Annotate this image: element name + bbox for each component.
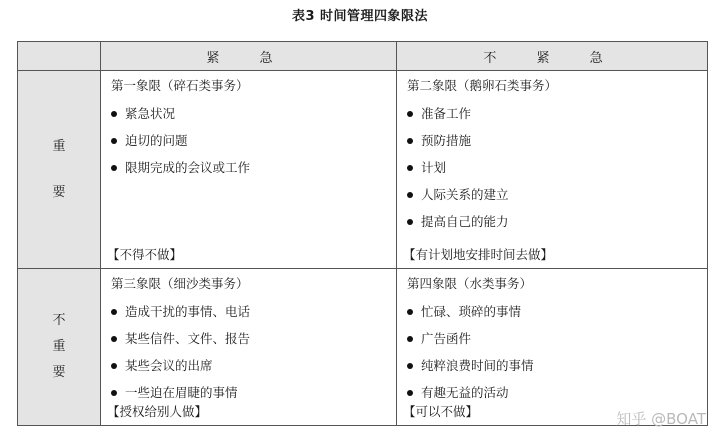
header-not-urgent: 不 紧 急 xyxy=(397,42,708,71)
quadrant-title: 第四象限（水类事务） xyxy=(407,276,533,291)
quadrant-note: 【有计划地安排时间去做】 xyxy=(403,247,554,262)
quadrant-items xyxy=(111,298,390,406)
row-label-not-important: 不 重 要 xyxy=(18,269,101,426)
quadrant-2 xyxy=(397,71,708,269)
list-item: 预防措施 xyxy=(407,127,701,154)
bullet-icon xyxy=(407,111,413,117)
quadrant-items xyxy=(111,100,390,181)
list-item: 某些会议的出席 xyxy=(111,352,390,379)
corner-cell xyxy=(18,42,101,71)
quadrant-items xyxy=(407,100,701,235)
bullet-icon xyxy=(111,336,117,342)
quadrant-4 xyxy=(397,269,708,426)
quadrant-1 xyxy=(101,71,397,269)
quadrant-note: 【不得不做】 xyxy=(107,247,183,262)
row-label-important: 重 要 xyxy=(18,71,101,269)
quadrant-3 xyxy=(101,269,397,426)
list-item: 准备工作 xyxy=(407,100,701,127)
list-item: 人际关系的建立 xyxy=(407,181,701,208)
quadrant-items xyxy=(407,298,701,406)
list-item: 限期完成的会议或工作 xyxy=(111,154,390,181)
list-item: 计划 xyxy=(407,154,701,181)
bullet-icon xyxy=(111,363,117,369)
header-urgent: 紧 急 xyxy=(101,42,397,71)
bullet-icon xyxy=(111,138,117,144)
bullet-icon xyxy=(407,363,413,369)
bullet-icon xyxy=(111,390,117,396)
bullet-icon xyxy=(407,192,413,198)
quadrant-title: 第二象限（鹅卵石类事务） xyxy=(407,78,558,93)
bullet-icon xyxy=(407,165,413,171)
list-item: 有趣无益的活动 xyxy=(407,379,701,406)
table-title: 表3 时间管理四象限法 xyxy=(291,9,429,24)
time-management-matrix xyxy=(17,41,708,426)
list-item: 紧急状况 xyxy=(111,100,390,127)
list-item: 广告函件 xyxy=(407,325,701,352)
bullet-icon xyxy=(111,111,117,117)
list-item: 忙碌、琐碎的事情 xyxy=(407,298,701,325)
list-item: 造成干扰的事情、电话 xyxy=(111,298,390,325)
bullet-icon xyxy=(111,165,117,171)
list-item: 提高自己的能力 xyxy=(407,208,701,235)
list-item: 纯粹浪费时间的事情 xyxy=(407,352,701,379)
quadrant-title: 第一象限（碎石类事务） xyxy=(111,78,249,93)
bullet-icon xyxy=(407,219,413,225)
bullet-icon xyxy=(407,390,413,396)
quadrant-note: 【可以不做】 xyxy=(403,404,479,419)
list-item: 一些迫在眉睫的事情 xyxy=(111,379,390,406)
list-item: 某些信件、文件、报告 xyxy=(111,325,390,352)
bullet-icon xyxy=(407,336,413,342)
list-item: 迫切的问题 xyxy=(111,127,390,154)
watermark: 知乎 @BOAT xyxy=(616,410,706,428)
bullet-icon xyxy=(407,309,413,315)
quadrant-note: 【授权给别人做】 xyxy=(107,404,208,419)
bullet-icon xyxy=(111,309,117,315)
bullet-icon xyxy=(407,138,413,144)
quadrant-title: 第三象限（细沙类事务） xyxy=(111,276,249,291)
